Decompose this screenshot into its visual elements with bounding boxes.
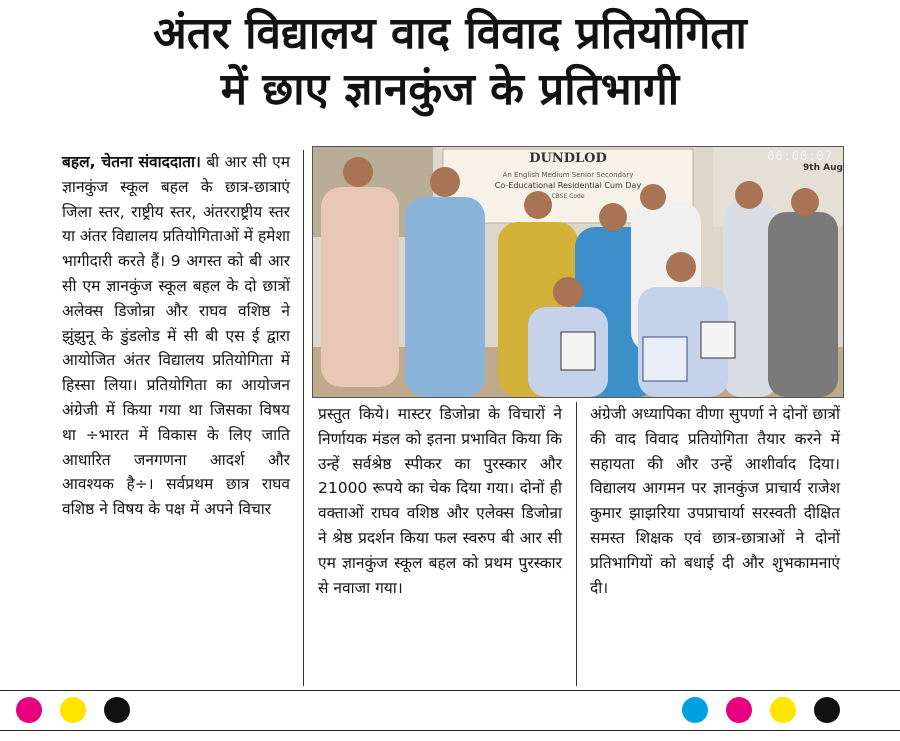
article-column-2: प्रस्तुत किये। मास्टर डिजोन्रा के विचारों ने निर्णायक मंडल को इतना प्रभावित किया कि उन्हें सर्वश्रेष्ठ स्पीकर का पुरस्कार और 21000 रूपये का चेक दिया गया। दोनों ही वक्ताओं राघव वशिष्ठ और एलेक्स डिजोन्रा ने श्रेष्ठ प्रदर्शन किया फल स्वरुप बी आर सी एम ज्ञानकुंज स्कूल बहल को प्रथम पुरस्कार से नवाजा गया। xyxy=(318,405,562,597)
banner-subtitle-2: Co-Educational Residential Cum Day xyxy=(494,181,642,190)
column-1-text: बी आर सी एम ज्ञानकुंज स्कूल बहल के छात्र-छात्राएं जिला स्तर, राष्ट्रीय स्तर, अंतरराष्ट्रीय स्तर या अंतर विद्यालय प्रतियोगिताओं में हमेशा भागीदारी करते हैं। 9 अगस्त को बी आर सी एम ज्ञानकुंज स्कूल बहल के दो छात्रों अलेक्स डिजोन्रा और राघव वशिष्ठ ने झुंझुनू के डुंडलोड में सी बी एस ई द्वारा आयोजित अंतर विद्यालय प्रतियोगिता में हिस्सा लिया। प्रतियोगिता का आयोजन अंग्रेजी में किया गया था जिसका विषय था ÷भारत में विकास के लिए जाति आधारित जनगणना आदर्श और आवश्यक है÷। सर्वप्रथम छात्र राघव वशिष्ठ ने विषय के पक्ष में अपने विचार xyxy=(62,153,290,519)
registration-dot-left-2 xyxy=(60,697,86,723)
headline-line-2: में छाए ज्ञानकुंज के प्रतिभागी xyxy=(220,64,680,115)
column-divider-2 xyxy=(576,402,577,686)
article-column-3: अंग्रेजी अध्यापिका वीणा सुपर्णा ने दोनों छात्रों की वाद विवाद प्रतियोगिता तैयार करने में सहायता की और उन्हें आशीर्वाद दिया। विद्यालय आगमन पर ज्ञानकुंज प्राचार्य राजेश कुमार झाझरिया उपप्राचार्या सरस्वती दीक्षित समस्त शिक्षक एवं छात्र-छात्राओं ने दोनों प्रतिभागियों को बधाई दी और शुभकामनाएं दी। xyxy=(590,405,840,597)
footer-rule-bottom xyxy=(0,730,900,731)
byline: बहल, चेतना संवाददाता। xyxy=(62,153,201,171)
article-column-1 xyxy=(62,150,290,522)
registration-dot-right-4 xyxy=(814,697,840,723)
registration-dot-right-2 xyxy=(726,697,752,723)
video-timer: 00:00:07 xyxy=(767,149,833,163)
registration-dot-left-1 xyxy=(16,697,42,723)
registration-dot-right-1 xyxy=(682,697,708,723)
banner-title: DUNDLOD xyxy=(529,151,607,166)
registration-dot-left-3 xyxy=(104,697,130,723)
banner-subtitle-3: CBSE Code xyxy=(551,193,585,200)
headline xyxy=(0,6,900,118)
headline-line-1: अंतर विद्यालय वाद विवाद प्रतियोगिता xyxy=(153,8,747,59)
banner-date: 9th Aug xyxy=(803,163,843,173)
banner-subtitle-1: An English Medium Senior Secondary xyxy=(502,171,634,179)
registration-dot-right-3 xyxy=(770,697,796,723)
column-divider-1 xyxy=(303,150,304,686)
footer-rule-top xyxy=(0,690,900,691)
news-photo xyxy=(312,146,844,398)
